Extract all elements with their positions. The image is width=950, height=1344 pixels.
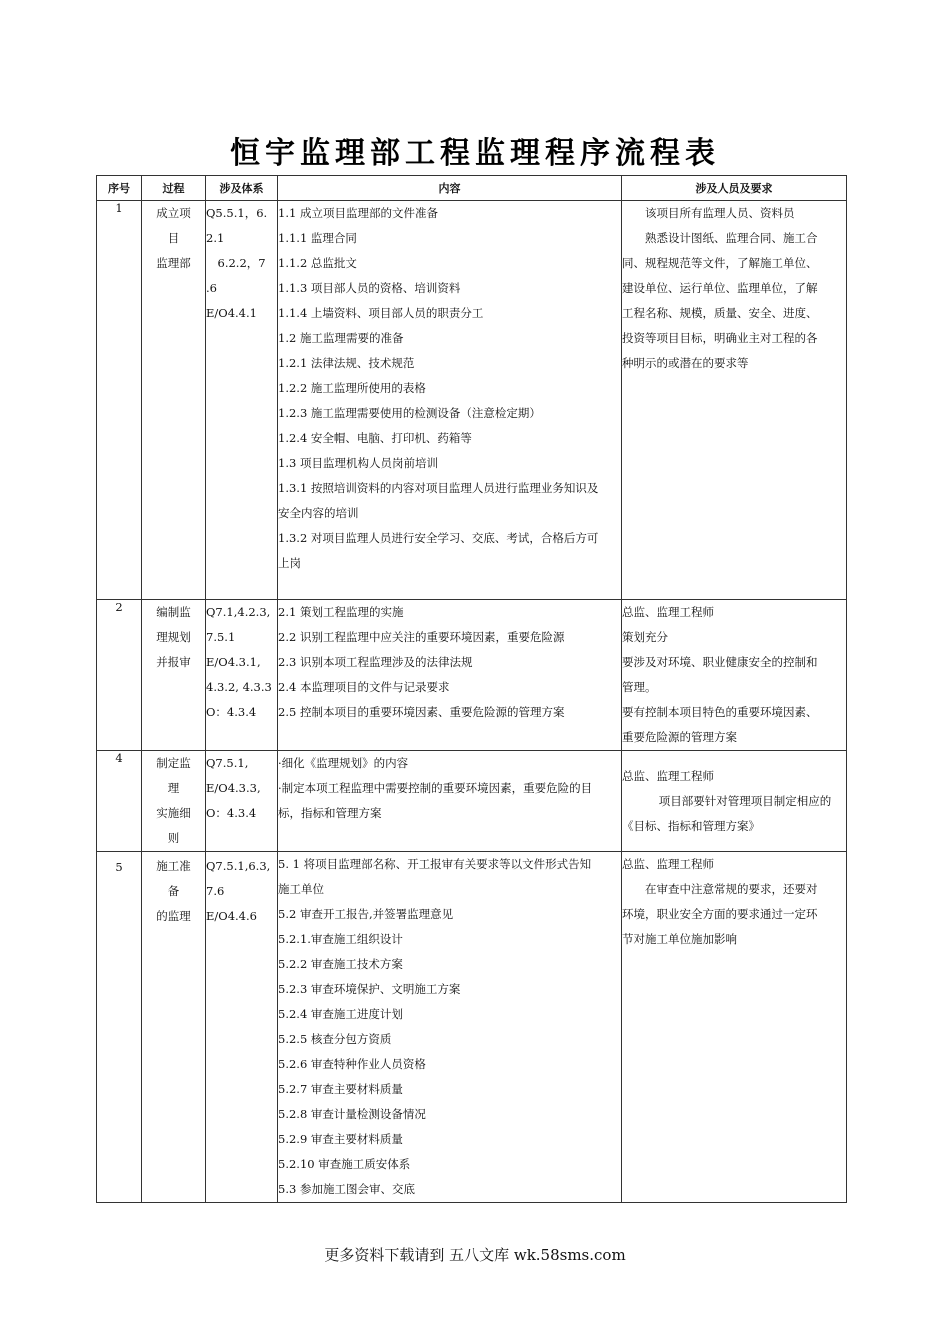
- row-process: [142, 852, 206, 1203]
- system-line: Q7.5.1,: [206, 756, 249, 770]
- header-content: 内容: [278, 176, 622, 201]
- people-line: 熟悉设计图纸、监理合同、施工合: [645, 231, 818, 245]
- table-row: [97, 751, 847, 852]
- system-line: E/O4.3.3,: [206, 781, 261, 795]
- content-line: 5.2.7 审查主要材料质量: [278, 1082, 403, 1096]
- content-line: 5.2.4 审查施工进度计划: [278, 1007, 403, 1021]
- system-line: 7.6: [206, 884, 225, 898]
- content-line: 1.1.3 项目部人员的资格、培训资料: [278, 281, 461, 295]
- people-line: 策划充分: [622, 630, 668, 644]
- row-content: [278, 852, 622, 1203]
- content-line: 1.2.1 法律法规、技术规范: [278, 356, 415, 370]
- system-line: .6: [206, 281, 217, 295]
- content-line: ·制定本项工程监理中需要控制的重要环境因素，重要危险的目: [278, 781, 593, 795]
- process-line: 实施细: [156, 806, 191, 820]
- row-content: [278, 751, 622, 852]
- content-line: 1.3.1 按照培训资料的内容对项目监理人员进行监理业务知识及: [278, 481, 599, 495]
- process-line: 备: [167, 884, 180, 898]
- row-process: [142, 201, 206, 600]
- people-line: 重要危险源的管理方案: [622, 730, 737, 744]
- row-system: [206, 600, 278, 751]
- header-row: [97, 176, 847, 201]
- content-line: 1.3.2 对项目监理人员进行安全学习、交底、考试，合格后方可: [278, 531, 599, 545]
- content-line: 施工单位: [278, 882, 324, 896]
- page-title: 恒宇监理部工程监理程序流程表: [230, 136, 720, 171]
- row-seq: 4: [97, 751, 142, 852]
- content-line: 1.1 成立项目监理部的文件准备: [278, 206, 438, 220]
- content-line: 5.2.1.审查施工组织设计: [278, 932, 403, 946]
- content-line: 标，指标和管理方案: [278, 806, 382, 820]
- process-line: 制定监: [156, 756, 191, 770]
- system-line: E/O4.3.1,: [206, 655, 261, 669]
- table-row: [97, 852, 847, 1203]
- system-line: E/O4.4.1: [206, 306, 257, 320]
- people-line: 种明示的或潜在的要求等: [622, 356, 749, 370]
- people-line: 工程名称、规模，质量、安全、进度、: [622, 306, 818, 320]
- people-line: 《目标、指标和管理方案》: [622, 818, 760, 833]
- process-line: 监理部: [156, 256, 191, 270]
- content-line: 5.2 审查开工报告,并签署监理意见: [278, 907, 454, 921]
- row-process: [142, 751, 206, 852]
- content-line: 安全内容的培训: [278, 506, 359, 520]
- row-people: [622, 201, 847, 600]
- row-people: [622, 751, 847, 852]
- table-row: [97, 201, 847, 600]
- row-people: [622, 852, 847, 1203]
- procedure-table: [96, 175, 847, 1203]
- system-line: 7.5.1: [206, 630, 236, 644]
- process-line: 编制监: [156, 605, 191, 619]
- row-system: [206, 201, 278, 600]
- system-line: O：4.3.4: [206, 806, 257, 820]
- people-line: 管理。: [622, 680, 657, 694]
- content-line: 5.2.5 核查分包方资质: [278, 1032, 392, 1046]
- content-line: 5.2.10 审查施工质安体系: [278, 1157, 411, 1171]
- people-line: 该项目所有监理人员、资料员: [645, 206, 795, 220]
- row-system: [206, 852, 278, 1203]
- people-line: 环境，职业安全方面的要求通过一定环: [622, 907, 818, 921]
- content-line: 5.2.3 审查环境保护、文明施工方案: [278, 982, 461, 996]
- header-process: 过程: [142, 176, 206, 201]
- header-people: 涉及人员及要求: [622, 176, 847, 201]
- people-line: 在审查中注意常规的要求，还要对: [645, 882, 818, 896]
- people-line: 同、规程规范等文件，了解施工单位、: [622, 256, 818, 270]
- system-line: O：4.3.4: [206, 705, 257, 719]
- people-line: 总监、监理工程师: [622, 857, 714, 871]
- process-line: 则: [167, 831, 180, 845]
- system-line: Q5.5.1，6.: [206, 206, 268, 220]
- content-line: 5.2.2 审查施工技术方案: [278, 957, 403, 971]
- content-line: 2.4 本监理项目的文件与记录要求: [278, 680, 450, 694]
- content-line: 5.2.9 审查主要材料质量: [278, 1132, 403, 1146]
- system-line: E/O4.4.6: [206, 909, 257, 923]
- content-line: 1.3 项目监理机构人员岗前培训: [278, 456, 438, 470]
- row-content: [278, 600, 622, 751]
- content-line: 1.1.1 监理合同: [278, 231, 357, 245]
- content-line: 5.2.6 审查特种作业人员资格: [278, 1057, 426, 1071]
- row-content: [278, 201, 622, 600]
- process-line: 并报审: [156, 655, 191, 669]
- process-line: 目: [167, 231, 180, 245]
- process-line: 的监理: [156, 909, 191, 923]
- content-line: 2.2 识别工程监理中应关注的重要环境因素，重要危险源: [278, 630, 565, 644]
- process-line: 成立项: [156, 206, 191, 220]
- content-line: 2.3 识别本项工程监理涉及的法律法规: [278, 655, 473, 669]
- people-line: 节对施工单位施加影响: [622, 932, 737, 946]
- content-line: 1.1.2 总监批文: [278, 256, 357, 270]
- content-line: 5. 1 将项目监理部名称、开工报审有关要求等以文件形式告知: [278, 857, 592, 871]
- people-line: 项目部要针对管理项目制定相应的: [658, 793, 832, 808]
- content-line: 5.2.8 审查计量检测设备情况: [278, 1107, 426, 1121]
- process-line: 理: [167, 781, 180, 795]
- people-line: 总监、监理工程师: [622, 768, 714, 783]
- content-line: 2.1 策划工程监理的实施: [278, 605, 404, 619]
- content-line: 1.2.3 施工监理需要使用的检测设备（注意检定期）: [278, 406, 541, 420]
- row-process: [142, 600, 206, 751]
- people-line: 投资等项目目标，明确业主对工程的各: [622, 331, 818, 345]
- system-line: 6.2.2，7: [217, 256, 266, 270]
- content-line: 5.3 参加施工图会审、交底: [278, 1182, 415, 1196]
- content-line: 1.2 施工监理需要的准备: [278, 331, 404, 345]
- content-line: 上岗: [278, 556, 301, 570]
- people-line: 要有控制本项目特色的重要环境因素、: [622, 705, 818, 719]
- people-line: 总监、监理工程师: [622, 605, 714, 619]
- table-row: [97, 600, 847, 751]
- system-line: Q7.1,4.2.3,: [206, 605, 271, 619]
- row-seq: 5: [97, 852, 142, 1203]
- content-line: ·细化《监理规划》的内容: [278, 756, 409, 770]
- header-seq: 序号: [97, 176, 142, 201]
- row-people: [622, 600, 847, 751]
- process-line: 施工准: [156, 859, 191, 873]
- header-system: 涉及体系: [206, 176, 278, 201]
- row-system: [206, 751, 278, 852]
- content-line: 1.2.2 施工监理所使用的表格: [278, 381, 426, 395]
- people-line: 要涉及对环境、职业健康安全的控制和: [622, 655, 818, 669]
- content-line: 1.2.4 安全帽、电脑、打印机、药箱等: [278, 431, 472, 445]
- people-line: 建设单位、运行单位、监理单位，了解: [622, 281, 818, 295]
- system-line: 4.3.2, 4.3.3: [206, 680, 272, 694]
- system-line: Q7.5.1,6.3,: [206, 859, 271, 873]
- footer-text: 更多资料下载请到 五八文库 wk.58sms.com: [324, 1246, 626, 1264]
- content-line: 2.5 控制本项目的重要环境因素、重要危险源的管理方案: [278, 705, 565, 719]
- row-seq: 2: [97, 600, 142, 751]
- row-seq: 1: [97, 201, 142, 600]
- system-line: 2.1: [206, 231, 225, 245]
- process-line: 理规划: [156, 630, 191, 644]
- content-line: 1.1.4 上墙资料、项目部人员的职责分工: [278, 306, 484, 320]
